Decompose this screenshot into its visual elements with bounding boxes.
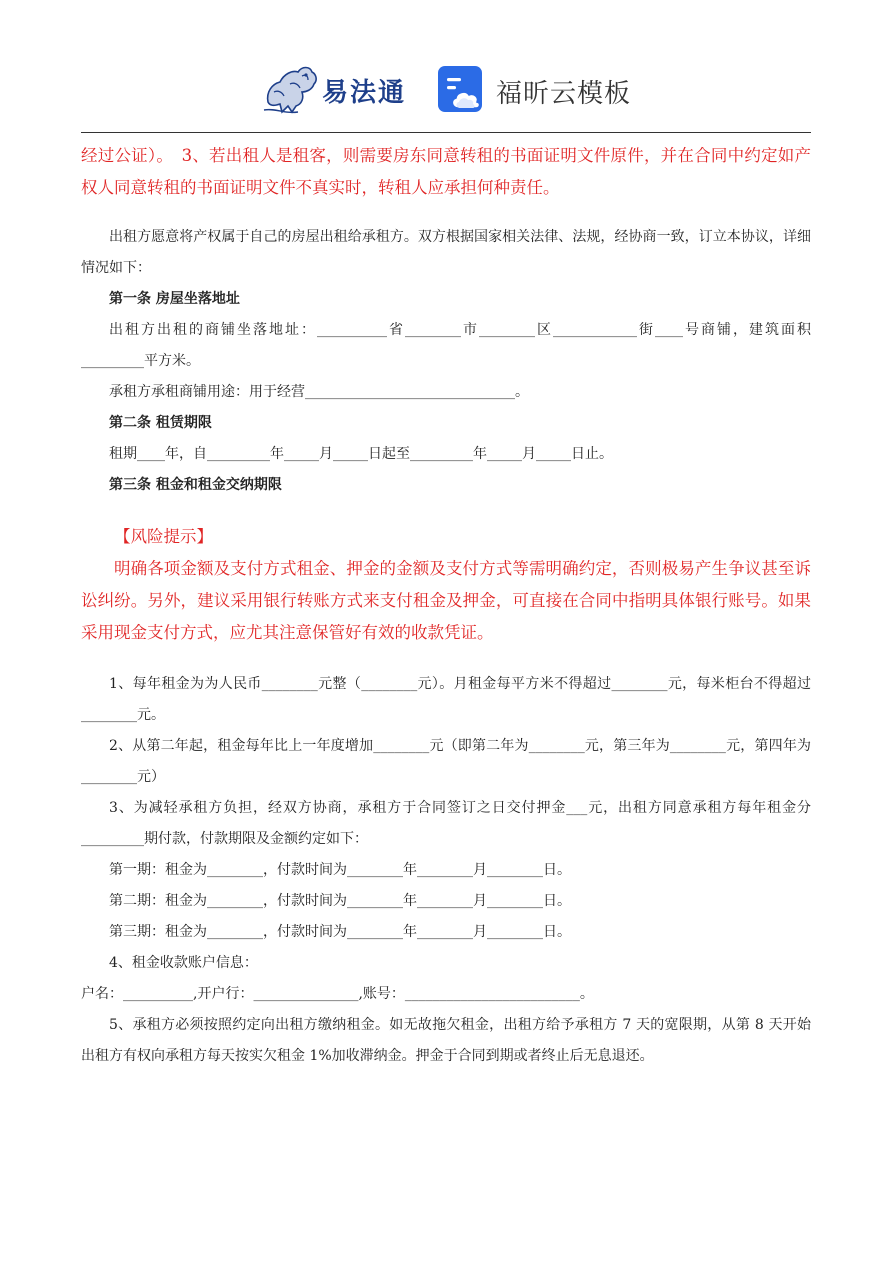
article-1-title: 第一条 房屋坐落地址 xyxy=(109,291,240,307)
intro-paragraph: 出租方愿意将产权属于自己的房屋出租给承租方。双方根据国家相关法律、法规，经协商一致，订立本协议，详细情况如下： xyxy=(81,229,811,276)
yifatong-logo xyxy=(262,62,418,116)
fuxin-logo xyxy=(436,64,636,114)
article-3-title: 第三条 租金和租金交纳期限 xyxy=(109,477,282,493)
payment-period-1: 第一期：租金为________，付款时间为________年________月________日。 xyxy=(109,862,571,878)
article-2-title: 第二条 租赁期限 xyxy=(109,415,212,431)
page-header xyxy=(0,58,893,120)
yifatong-logo-text: 易法通 xyxy=(322,78,407,108)
cloud-document-icon xyxy=(436,64,488,114)
article-1-usage: 承租方承租商铺用途：用于经营______________________________。 xyxy=(109,384,529,400)
account-info: 户名：__________,开户行：_______________,账号：_________________________。 xyxy=(81,986,594,1002)
clause-2: 2、从第二年起，租金每年比上一年度增加________元（即第二年为________元，第三年为________元，第四年为________元） xyxy=(81,738,811,785)
qilin-icon xyxy=(262,62,322,116)
intro-warning-text: 经过公证）。 3、若出租人是租客，则需要房东同意转租的书面证明文件原件，并在合同中约定如产权人同意转租的书面证明文件不真实时，转租人应承担何种责任。 xyxy=(81,146,811,197)
payment-period-3: 第三期：租金为________，付款时间为________年________月________日。 xyxy=(109,924,571,940)
payment-period-2: 第二期：租金为________，付款时间为________年________月________日。 xyxy=(109,893,571,909)
risk-notice-text: 明确各项金额及支付方式租金、押金的金额及支付方式等需明确约定，否则极易产生争议甚至诉讼纠纷。另外，建议采用银行转账方式来支付租金及押金，可直接在合同中指明具体银行账号。如果采用现金支付方式，应尤其注意保管好有效的收款凭证。 xyxy=(81,559,811,642)
article-1-address: 出租方出租的商铺坐落地址：__________省________市________区____________街____号商铺，建筑面积_________平方米。 xyxy=(81,322,811,369)
fuxin-logo-text: 福昕云模板 xyxy=(496,79,632,109)
clause-5: 5、承租方必须按照约定向出租方缴纳租金。如无故拖欠租金，出租方给予承租方 7 天的宽限期，从第 8 天开始出租方有权向承租方每天按实欠租金 1%加收滞纳金。押金于合同到期或者终止后无息退还。 xyxy=(81,1017,811,1064)
header-divider xyxy=(81,132,811,133)
risk-notice-title: 【风险提示】 xyxy=(114,527,213,546)
clause-3: 3、为减轻承租方负担，经双方协商，承租方于合同签订之日交付押金___元，出租方同意承租方每年租金分_________期付款，付款期限及金额约定如下： xyxy=(81,800,811,847)
document-body xyxy=(81,140,811,1072)
clause-4: 4、租金收款账户信息： xyxy=(109,955,258,971)
article-2-term: 租期____年，自_________年_____月_____日起至_________年_____月_____日止。 xyxy=(109,446,613,462)
clause-1: 1、每年租金为为人民币________元整（________元）。月租金每平方米不得超过________元，每米柜台不得超过________元。 xyxy=(81,676,811,723)
